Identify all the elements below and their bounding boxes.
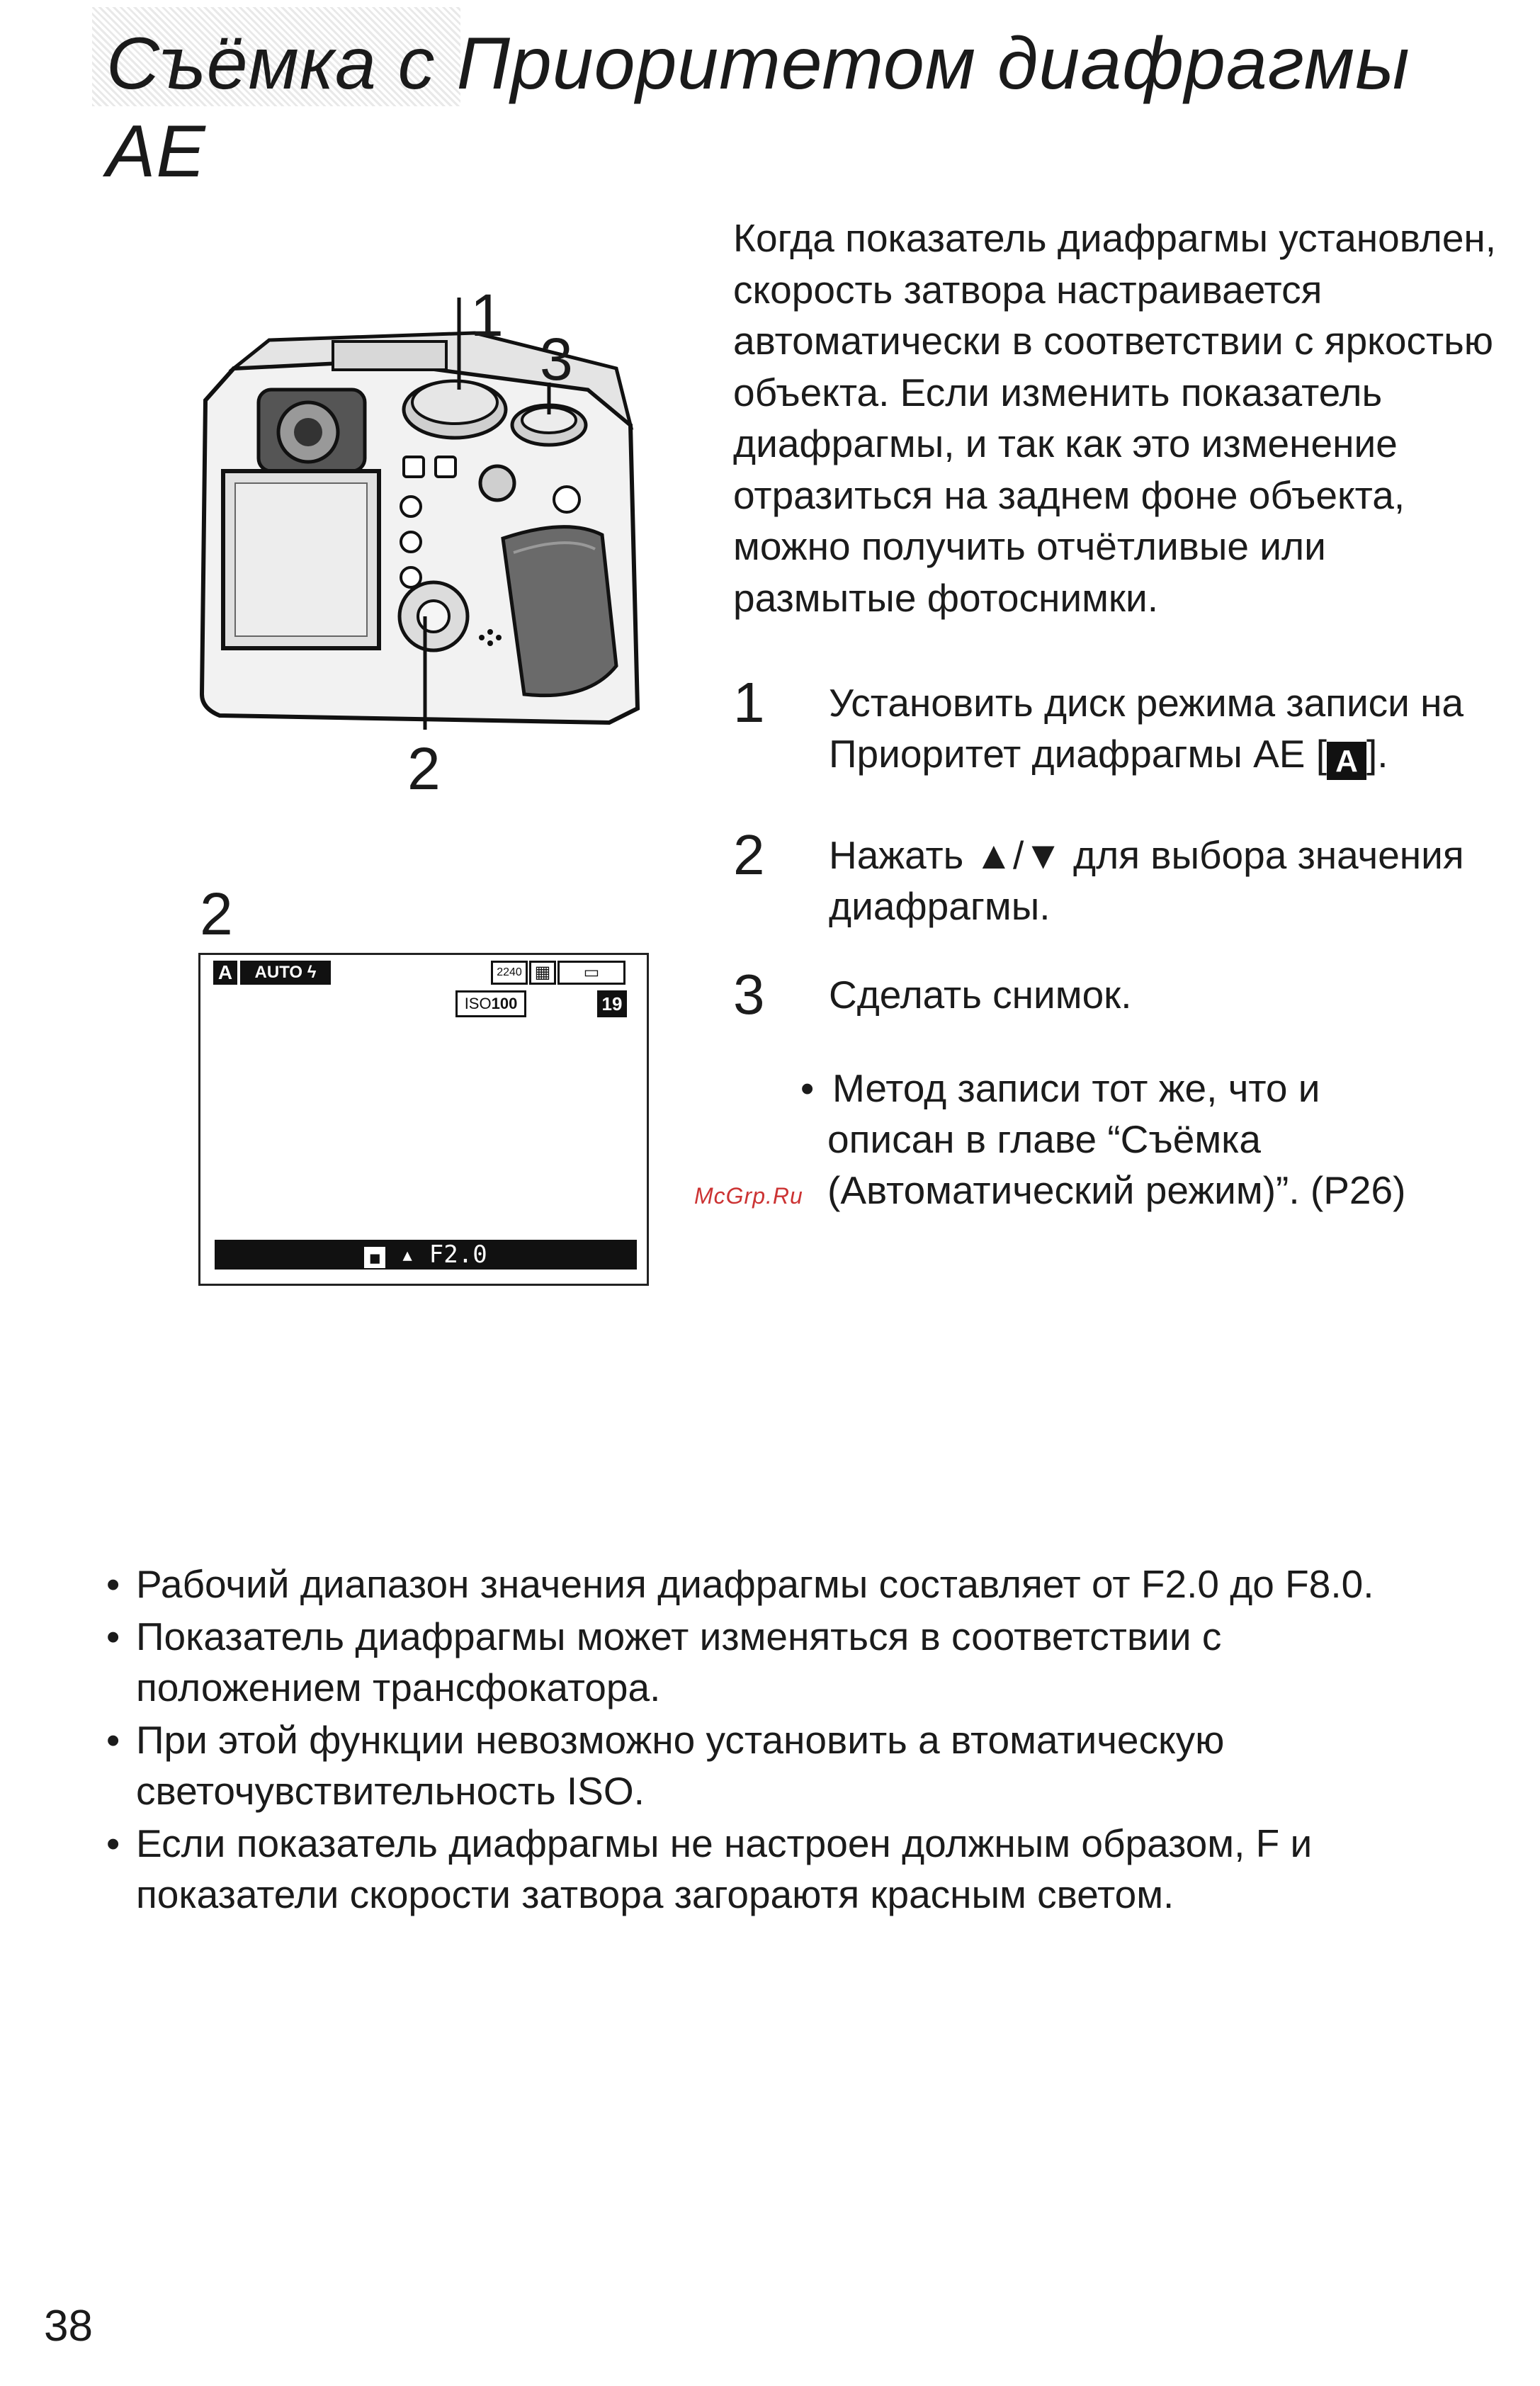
note-text: Рабочий диапазон значения диафрагмы составляет от F2.0 до F8.0. (136, 1562, 1374, 1606)
note-bullet: • (106, 1615, 120, 1658)
quality-icon: ▦ (529, 961, 556, 985)
step-2-text: Нажать ▲/▼ для выбора значения диафрагмы. (829, 833, 1464, 928)
up-arrow-icon: ▴ (400, 1240, 415, 1269)
note-bullet: • (106, 1562, 120, 1606)
step-note-bullet: • (800, 1066, 815, 1110)
lcd-display (198, 953, 649, 1286)
lcd-iso-value: 100 (491, 995, 518, 1012)
button-square-1 (404, 457, 424, 477)
callout-3: 3 (540, 326, 573, 392)
step-1 (733, 673, 1527, 786)
note-bullet: • (106, 1718, 120, 1762)
notes-list (106, 1559, 1488, 1921)
lcd-mode-icon: A (213, 961, 237, 985)
lcd-screen-inner (235, 483, 367, 636)
hot-shoe (333, 341, 446, 370)
lcd-aperture-bar (215, 1240, 637, 1270)
step-1-text-before: Установить диск режима записи на Приоритет диафрагмы AE [ (829, 681, 1464, 776)
intro-paragraph: Когда показатель диафрагмы установлен, скорость затвора настраивается автоматически в соответствии с яркостью объекта. Если изменить показатель диафрагмы, и так как это изменение отразиться на заднем фоне объекта, можно получить отчётливые или размытые фотоснимки. (733, 216, 1497, 620)
title-line-2: AE (106, 111, 206, 193)
step-note-line-3 (694, 1165, 1509, 1216)
note-item (106, 1611, 1340, 1713)
page-number: 38 (44, 2302, 93, 2351)
note-item (106, 1559, 1488, 1610)
mode-dial-top (412, 381, 497, 424)
lcd-resolution: 2240 (491, 961, 528, 985)
callout-1: 1 (470, 282, 504, 349)
cursor-pad-center (418, 601, 449, 632)
callout-2: 2 (407, 735, 441, 802)
side-dial (480, 466, 514, 500)
note-text: Показатель диафрагмы может изменяться в соответствии с положением трансфокатора. (136, 1615, 1222, 1709)
lcd-figure-label: 2 (200, 881, 233, 947)
button-square-2 (436, 457, 455, 477)
step-note-line-1 (800, 1063, 1509, 1114)
step-1-number: 1 (733, 671, 765, 734)
viewfinder-lens (294, 418, 322, 446)
lcd-auto-label: AUTO (254, 963, 303, 982)
lcd-iso-label: ISO (464, 995, 492, 1012)
aperture-priority-icon: A (1327, 742, 1366, 780)
lcd-shots-remaining: 19 (597, 990, 627, 1017)
button-round-2 (401, 532, 421, 552)
page-title (106, 20, 1452, 196)
lcd-auto-flash (240, 961, 331, 985)
lcd-iso (455, 990, 526, 1017)
step-note-line-1-text: Метод записи тот же, что и (832, 1066, 1320, 1110)
step-note (694, 1063, 1509, 1216)
step-1-text-after: ]. (1366, 732, 1388, 776)
flash-icon: ϟ (307, 963, 317, 982)
lcd-aperture-value: F2.0 (429, 1240, 487, 1269)
focus-marker-icon: ▪ (364, 1247, 385, 1268)
camera-illustration (191, 283, 687, 793)
step-note-line-3-text: (Автоматический режим)”. (P26) (827, 1168, 1406, 1212)
strap-lug (554, 487, 579, 512)
note-text: При этой функции невозможно установить а втоматическую светочувствительность ISO. (136, 1718, 1225, 1813)
step-3-text: Сделать снимок. (829, 973, 1132, 1017)
title-line-1: Съёмка с Приоритетом диафрагмы (106, 23, 1410, 105)
step-3 (733, 965, 1527, 1036)
camera-grip (503, 527, 616, 696)
step-1-text (829, 677, 1523, 780)
note-item (106, 1818, 1340, 1920)
step-3-number: 3 (733, 963, 765, 1026)
note-bullet: • (106, 1821, 120, 1865)
note-item (106, 1714, 1340, 1816)
step-2 (733, 825, 1527, 939)
watermark: McGrp.Ru (694, 1183, 803, 1209)
step-note-line-2: описан в главе “Съёмка (827, 1117, 1262, 1161)
step-2-number: 2 (733, 823, 765, 886)
button-round-1 (401, 497, 421, 516)
note-text: Если показатель диафрагмы не настроен должным образом, F и показатели скорости затвора загораютя красным светом. (136, 1821, 1313, 1916)
battery-icon: ▭ (557, 961, 625, 985)
